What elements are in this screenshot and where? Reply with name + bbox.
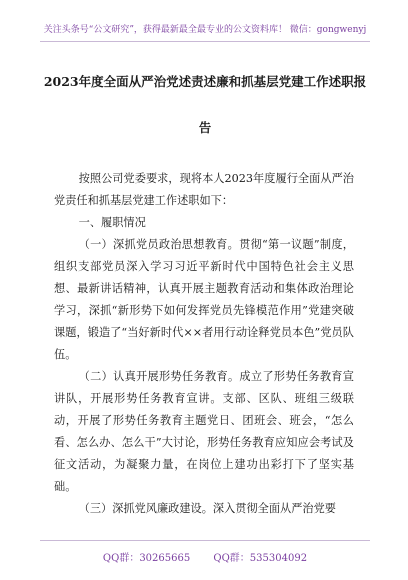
- header-banner: 关注头条号“公文研究”，获得最新最全最专业的公文资料库！ 微信：gongwenyj: [40, 22, 370, 42]
- body-paragraph: （一）深抓党员政治思想教育。贯彻“第一议题”制度，组织支部党员深入学习习近平新时代中国特色社会主义思想、最新讲话精神，认真开展主题教育活动和集体政治理论学习，深抓“新形势下如何发挥党员先锋模范作用”党建突破课题，锻造了“当好新时代××者用行动诠释党员本色”党员队伍。: [54, 238, 354, 361]
- footer-bar: [40, 540, 370, 564]
- qq-group-2: QQ群：535304092: [213, 553, 308, 564]
- body-paragraph: （二）认真开展形势任务教育。成立了形势任务教育宣讲队，开展形势任务教育宣讲。支部、区队、班组三级联动，开展了形势任务教育主题党日、团班会、班会，“怎么看、怎么办、怎么干”大讨论，形势任务教育应知应会考试及征文活动，为凝聚力量，在岗位上建功出彩打下了坚实基础。: [54, 370, 354, 493]
- intro-paragraph: 按照公司党委要求，现将本人2023年度履行全面从严治党责任和抓基层党建工作述职如下：: [54, 172, 354, 207]
- body-paragraph: （三）深抓党风廉政建设。深入贯彻全面从严治党要: [78, 502, 336, 515]
- qq-group-1: QQ群：30265665: [102, 553, 191, 564]
- document-title-continuation: 告: [198, 120, 212, 135]
- document-body: [54, 168, 354, 520]
- document-title: 2023年度全面从严治党述责述廉和抓基层党建工作述职报: [43, 74, 367, 89]
- section-heading: 一、履职情况: [78, 216, 146, 229]
